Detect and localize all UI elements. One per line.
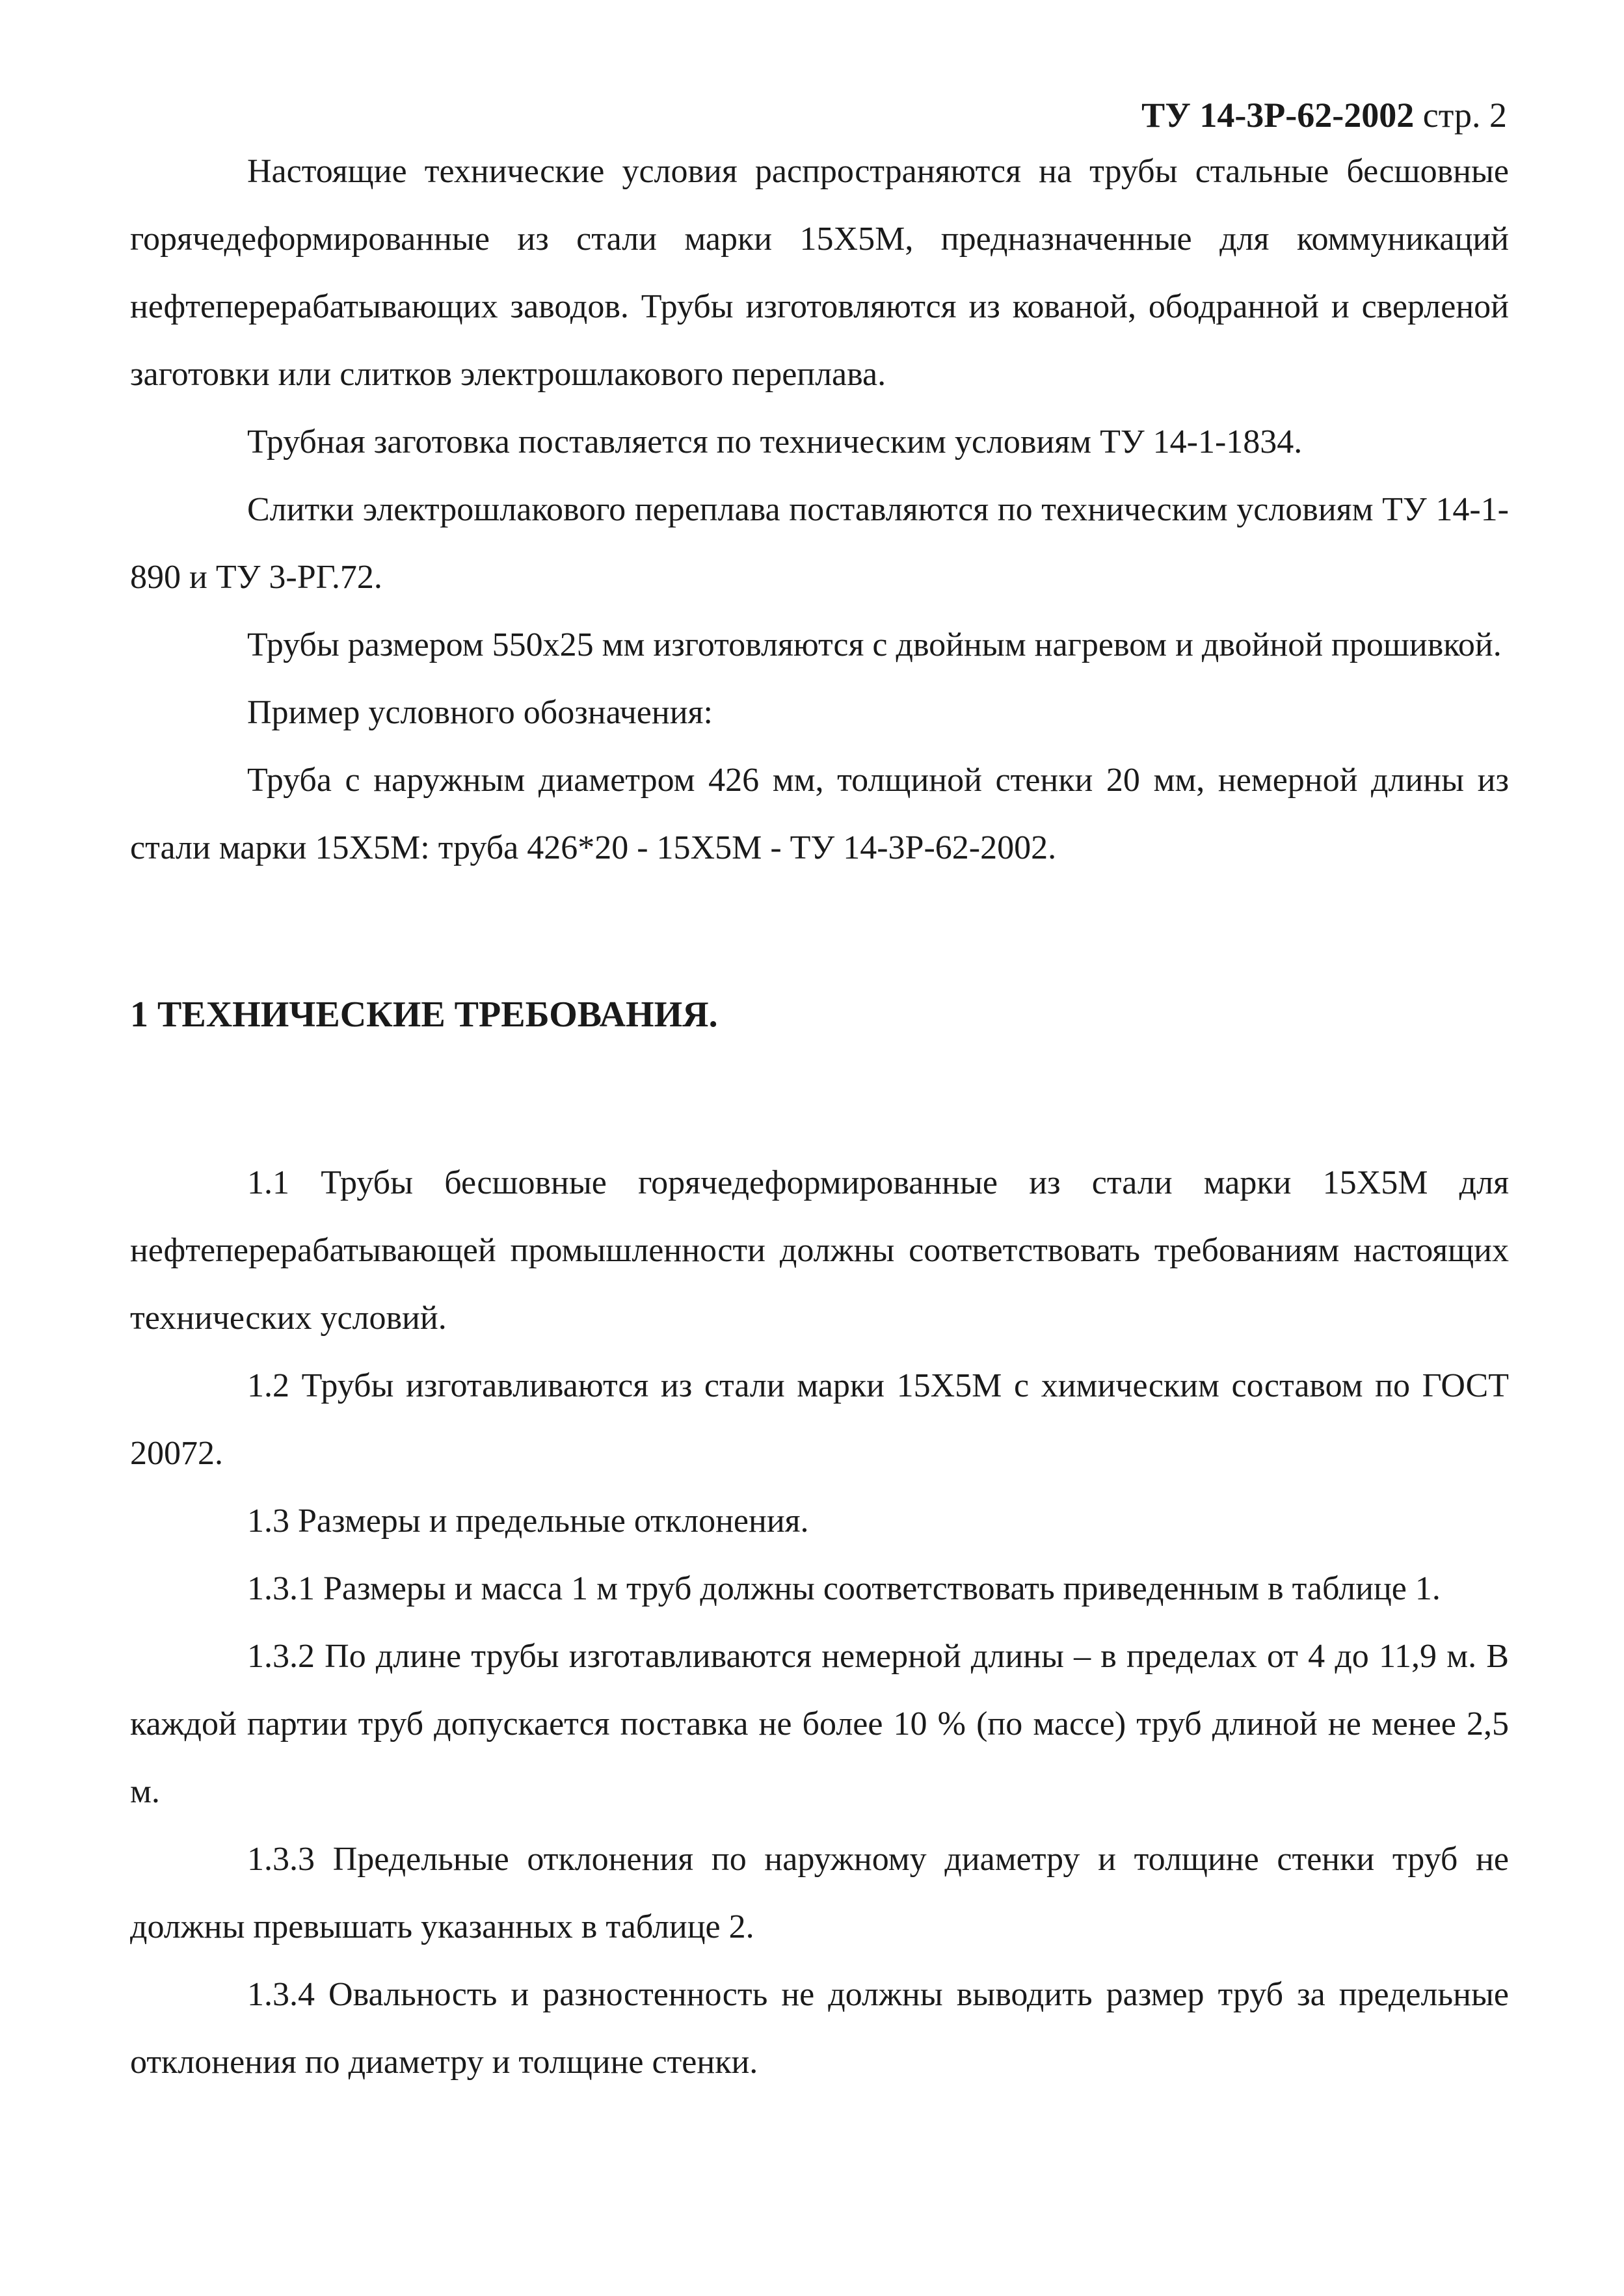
intro-paragraph-ingots: Слитки электрошлакового переплава поставляются по техническим условиям ТУ 14-1-890 и ТУ 3-РГ.72. xyxy=(130,491,1509,596)
intro-paragraph-example: Труба с наружным диаметром 426 мм, толщиной стенки 20 мм, немерной длины из стали марки 15Х5М: труба 426*20 - 15Х5М - ТУ 14-3Р-62-2002. xyxy=(130,762,1509,866)
intro-paragraph-size: Трубы размером 550х25 мм изготовляются с двойным нагревом и двойной прошивкой. xyxy=(247,626,1502,663)
requirement-1-3-3: 1.3.3 Предельные отклонения по наружному диаметру и толщине стенки труб не должны превышать указанных в таблице 2. xyxy=(130,1841,1509,1945)
intro-paragraph-billet: Трубная заготовка поставляется по техническим условиям ТУ 14-1-1834. xyxy=(247,423,1303,461)
document-code: ТУ 14-3Р-62-2002 xyxy=(1141,96,1415,135)
document-body xyxy=(130,138,1509,2096)
requirement-1-3-1: 1.3.1 Размеры и масса 1 м труб должны соответствовать приведенным в таблице 1. xyxy=(247,1570,1441,1607)
requirement-1-2: 1.2 Трубы изготавливаются из стали марки 15Х5М с химическим составом по ГОСТ 20072. xyxy=(130,1367,1509,1472)
requirement-1-3: 1.3 Размеры и предельные отклонения. xyxy=(247,1502,809,1540)
requirement-1-3-4: 1.3.4 Овальность и разностенность не должны выводить размер труб за предельные отклонения по диаметру и толщине стенки. xyxy=(130,1976,1509,2081)
page-number: стр. 2 xyxy=(1422,96,1507,135)
intro-paragraph-example-label: Пример условного обозначения: xyxy=(247,694,713,731)
requirement-1-1: 1.1 Трубы бесшовные горячедеформированные из стали марки 15Х5М для нефтеперерабатывающей промышленности должны соответствовать требованиям настоящих технических условий. xyxy=(130,1164,1509,1337)
section-title: 1 ТЕХНИЧЕСКИЕ ТРЕБОВАНИЯ. xyxy=(130,994,718,1035)
intro-paragraph-scope: Настоящие технические условия распространяются на трубы стальные бесшовные горячедеформированные из стали марки 15Х5М, предназначенные для коммуникаций нефтеперерабатывающих заводов. Трубы изготовляются из кованой, ободранной и сверленой заготовки или слитков электрошлакового переплава. xyxy=(130,153,1509,393)
page-header xyxy=(1141,98,1507,133)
requirement-1-3-2: 1.3.2 По длине трубы изготавливаются немерной длины – в пределах от 4 до 11,9 м. В каждой партии труб допускается поставка не более 10 % (по массе) труб длиной не менее 2,5 м. xyxy=(130,1638,1509,1810)
